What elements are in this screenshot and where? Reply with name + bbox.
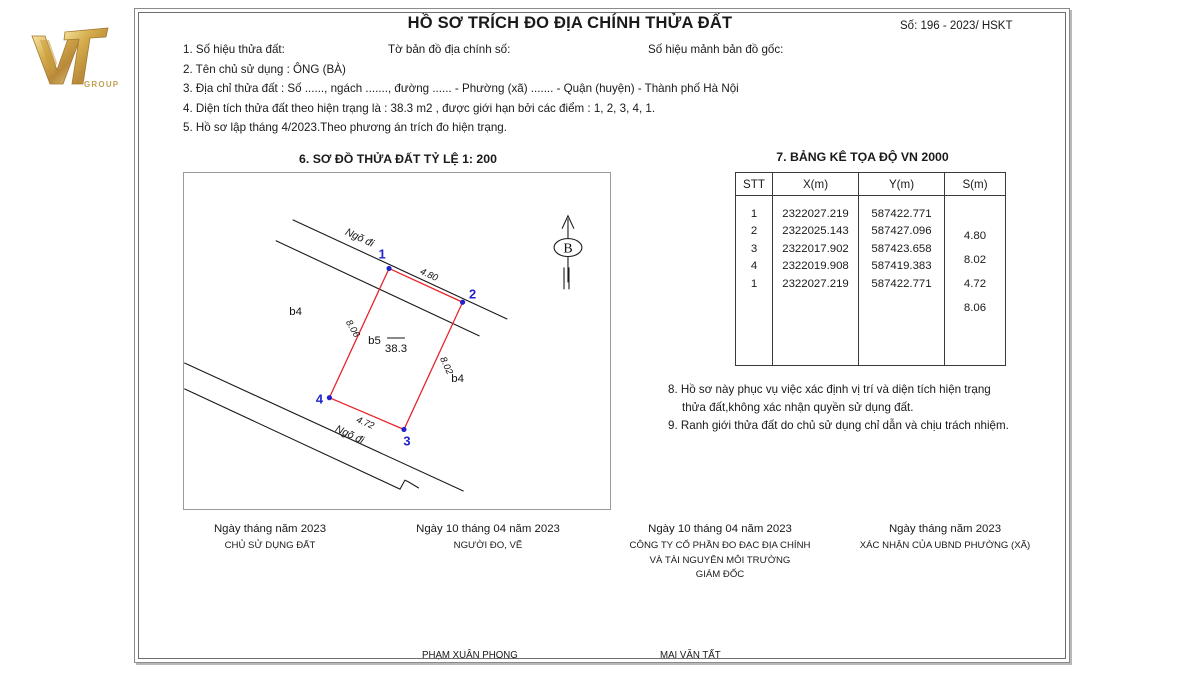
signature-block (160, 521, 1050, 601)
s-value: 8.06 (963, 301, 987, 314)
stt-values (736, 199, 772, 363)
company-logo (18, 14, 123, 92)
s-value: 4.72 (963, 277, 987, 290)
s-value: 8.02 (963, 253, 987, 266)
signature-role: VÀ TÀI NGUYÊN MÔI TRƯỜNG (649, 554, 791, 566)
signature-date: Ngày 10 tháng 04 năm 2023 (416, 523, 560, 535)
stt-value: 1 (750, 277, 758, 290)
neighbor-label-left: b4 (289, 306, 302, 319)
field-label-source-sheet: Số hiệu mảnh bản đồ gốc: (648, 43, 784, 56)
coordinate-table-header-row (736, 173, 1006, 196)
y-value: 587423.658 (871, 242, 932, 255)
note-8-line-2: thửa đất,không xác nhận quyền sử dụng đất. (682, 400, 914, 414)
info-row-2: 2. Tên chủ sử dụng : ÔNG (BÀ) (183, 62, 346, 76)
column-header-stt: STT (736, 173, 773, 196)
road-bottom-inner-line (184, 363, 463, 491)
compass-label: B (563, 241, 573, 257)
signature-role: GIÁM ĐỐC (695, 569, 745, 581)
stt-cell (736, 196, 773, 366)
info-row-3: 3. Địa chỉ thửa đất : Số ......, ngách ......., đường ...... - Phường (xã) ....... - Quận (huyện) - Thành phố Hà Nội (183, 82, 739, 96)
y-values (859, 199, 944, 363)
vertex-label-3: 3 (403, 433, 411, 449)
vertex-label-1: 1 (378, 246, 386, 262)
stt-value: 2 (750, 225, 758, 237)
x-values (773, 199, 858, 363)
road-label-top: Ngõ đi (343, 226, 376, 250)
s-value: 4.80 (963, 229, 987, 242)
logo-subtitle-text: GROUP (84, 80, 120, 89)
coordinate-table (735, 172, 1006, 366)
signature-role: CÔNG TY CỔ PHẦN ĐO ĐẠC ĐỊA CHÍNH (629, 540, 811, 551)
parcel-map (183, 172, 611, 510)
vertex-label-2: 2 (468, 286, 477, 302)
edge-label-4-1: 8.06 (343, 318, 362, 340)
coordinate-table-body-row (736, 196, 1006, 366)
signatory-names (380, 650, 800, 666)
document-number: Số: 196 - 2023/ HSKT (900, 20, 1013, 32)
table-section-title: 7. BẢNG KÊ TỌA ĐỘ VN 2000 (776, 150, 949, 164)
signature-date: Ngày tháng năm 2023 (213, 523, 327, 535)
road-top-outer-line (293, 220, 508, 319)
note-8-line-1: 8. Hồ sơ này phục vụ việc xác định vị trí và diện tích hiện trạng (668, 383, 991, 396)
column-header-x: X(m) (773, 173, 859, 196)
signature-role: CHỦ SỬ DỤNG ĐẤT (224, 540, 316, 551)
column-header-s: S(m) (945, 173, 1006, 196)
info-row-1 (183, 40, 1013, 60)
signature-role: NGƯỜI ĐO, VẼ (453, 540, 523, 551)
page-title: HỒ SƠ TRÍCH ĐO ĐỊA CHÍNH THỬA ĐẤT (407, 14, 733, 32)
vertex-point-1 (386, 266, 391, 271)
parcel-map-svg (184, 173, 610, 509)
signature-date: Ngày 10 tháng 04 năm 2023 (648, 523, 792, 535)
x-value: 2322019.908 (782, 260, 849, 272)
road-label-bottom: Ngõ đi (333, 423, 366, 447)
parcel-info-block (183, 40, 1013, 138)
field-label-parcel-number: 1. Số hiệu thửa đất: (183, 43, 285, 56)
road-lines (184, 220, 507, 491)
edge-label-2-3: 8.02 (437, 355, 455, 377)
field-label-cadastral-sheet: Tờ bản đồ địa chính số: (388, 43, 511, 56)
vertex-point-4 (327, 395, 332, 400)
signature-column-ward (840, 521, 1050, 553)
vertex-point-3 (401, 427, 406, 432)
stt-value: 3 (750, 242, 758, 255)
vertex-point-2 (460, 300, 465, 305)
signatory-name: PHẠM XUÂN PHONG (422, 650, 518, 661)
y-value: 587422.771 (871, 207, 932, 220)
edge-label-1-2: 4.80 (418, 266, 440, 284)
signatory-name: MAI VĂN TẤT (660, 650, 721, 661)
edge-label-3-4: 4.72 (354, 414, 376, 432)
parcel-area-label: 38.3 (384, 342, 408, 355)
signature-date: Ngày tháng năm 2023 (888, 523, 1002, 535)
note-9: 9. Ranh giới thửa đất do chủ sử dụng chỉ dẫn và chịu trách nhiệm. (668, 418, 1009, 432)
x-value: 2322025.143 (782, 225, 849, 237)
logo-mark (18, 14, 123, 92)
s-cell (945, 196, 1006, 366)
info-row-4: 4. Diện tích thửa đất theo hiện trạng là : 38.3 m2 , được giới hạn bởi các điểm : 1, 2, 3, 4, 1. (183, 101, 656, 115)
neighbor-label-right: b4 (451, 372, 464, 385)
signature-column-owner (160, 521, 380, 553)
x-value: 2322027.219 (782, 207, 849, 220)
y-value: 587419.383 (871, 260, 932, 272)
road-bottom-outer-line (184, 389, 419, 489)
y-value: 587422.771 (871, 277, 932, 290)
parcel-code-label: b5 (368, 334, 381, 347)
x-cell (773, 196, 859, 366)
column-header-y: Y(m) (859, 173, 945, 196)
x-value: 2322027.219 (782, 277, 849, 290)
x-value: 2322017.902 (782, 242, 849, 255)
info-row-5: 5. Hồ sơ lập tháng 4/2023.Theo phương án trích đo hiện trạng. (183, 121, 507, 135)
signature-role: XÁC NHẬN CỦA UBND PHƯỜNG (XÃ) (859, 540, 1031, 551)
map-section-title: 6. SƠ ĐỒ THỬA ĐẤT TỶ LỆ 1: 200 (299, 152, 497, 166)
stt-value: 1 (750, 207, 758, 220)
notes-block (668, 381, 1048, 434)
y-value: 587427.096 (871, 225, 932, 237)
y-cell (859, 196, 945, 366)
vertex-label-4: 4 (315, 391, 324, 407)
signature-column-company (595, 521, 845, 582)
signature-column-surveyor (378, 521, 598, 553)
s-values (945, 199, 1005, 363)
stt-value: 4 (750, 260, 758, 272)
